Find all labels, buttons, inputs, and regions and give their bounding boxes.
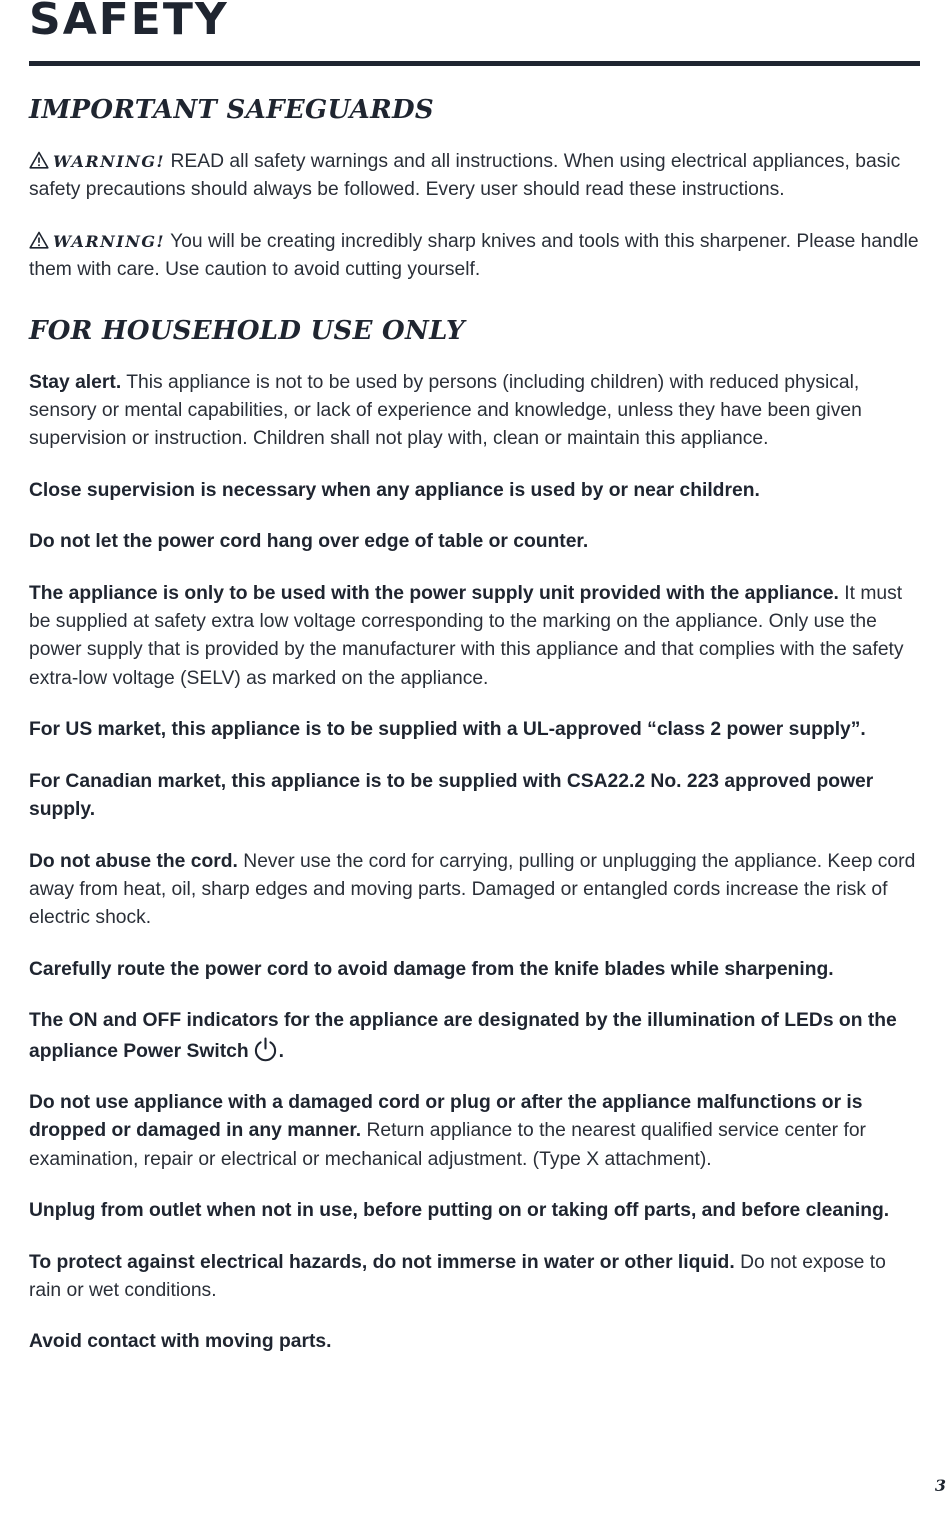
safety-item: [29, 768, 919, 825]
warning-label: WARNING!: [53, 152, 166, 171]
item-lead: Do not abuse the cord.: [29, 850, 238, 872]
warning-triangle-icon: [29, 151, 49, 169]
item-lead: Do not use appliance with a damaged cord or plug or after the appliance malfunctions or is dropped or damaged in any manner.: [29, 1091, 863, 1142]
warning-label: WARNING!: [53, 231, 166, 251]
safety-item: [29, 1328, 919, 1356]
safety-item: [29, 580, 919, 694]
item-lead: Stay alert.: [29, 371, 122, 393]
title-divider: [29, 61, 920, 66]
safety-item: [29, 1007, 919, 1066]
important-safeguards-heading: IMPORTANT SAFEGUARDS: [29, 95, 434, 125]
safety-item: [29, 528, 919, 556]
item-lead: Carefully route the power cord to avoid damage from the knife blades while sharpening.: [29, 958, 834, 980]
item-lead: Close supervision is necessary when any appliance is used by or near children.: [29, 479, 760, 501]
warning-paragraph: [29, 148, 919, 205]
item-lead: Avoid contact with moving parts.: [29, 1331, 332, 1353]
item-body: This appliance is not to be used by persons (including children) with reduced physical, sensory or mental capabilities, or lack of experience and knowledge, unless they have been given supervision or instruction. Children shall not play with, clean or maintain this appliance.: [29, 371, 862, 450]
item-lead: For Canadian market, this appliance is to be supplied with CSA22.2 No. 223 approved power supply.: [29, 770, 874, 821]
item-body: Return appliance to the nearest qualified service center for examination, repair or electrical or mechanical adjustment. (Type X attachment).: [29, 1120, 866, 1170]
item-lead: The appliance is only to be used with the power supply unit provided with the appliance.: [29, 582, 839, 604]
page-title: SAFETY: [29, 0, 229, 45]
warning-paragraph: [29, 228, 919, 285]
safety-item: [29, 1249, 919, 1306]
safety-content: [29, 92, 919, 1380]
item-lead: To protect against electrical hazards, do not immerse in water or other liquid.: [29, 1251, 735, 1273]
safety-item: [29, 716, 919, 744]
item-lead: The ON and OFF indicators for the appliance are designated by the illumination of LEDs on the appliance Power Switch: [29, 1010, 897, 1062]
item-body: It must be supplied at safety extra low voltage corresponding to the marking on the appliance. Only use the power supply that is provided by the manufacturer with this appliance and that complies with the safety extra-low voltage (SELV) as marked on the appliance.: [29, 582, 904, 689]
item-lead: Do not let the power cord hang over edge of table or counter.: [29, 531, 589, 553]
warning-triangle-icon: [29, 231, 49, 249]
item-lead: Unplug from outlet when not in use, before putting on or taking off parts, and before cleaning.: [29, 1200, 890, 1222]
safety-item: [29, 956, 919, 984]
item-body: Never use the cord for carrying, pulling or unplugging the appliance. Keep cord away from heat, oil, sharp edges and moving parts. Damaged or entangled cords increase the risk of electric shock.: [29, 850, 916, 929]
page-number: 3: [934, 1476, 946, 1495]
safety-item: [29, 848, 919, 933]
item-lead: For US market, this appliance is to be supplied with a UL-approved “class 2 power supply”.: [29, 719, 866, 741]
item-body: Do not expose to rain or wet conditions.: [29, 1251, 886, 1301]
warning-text: You will be creating incredibly sharp knives and tools with this sharpener. Please handle them with care. Use caution to avoid cutting yourself.: [29, 230, 919, 281]
safety-item: [29, 369, 919, 454]
safety-item: [29, 1089, 919, 1174]
household-use-heading: FOR HOUSEHOLD USE ONLY: [29, 315, 465, 346]
power-icon: [252, 1036, 279, 1063]
safety-item: [29, 1197, 919, 1225]
safety-item: [29, 477, 919, 505]
warning-text: READ all safety warnings and all instructions. When using electrical appliances, basic safety precautions should always be followed. Every user should read these instructions.: [29, 151, 901, 201]
item-suffix: .: [278, 1040, 285, 1062]
